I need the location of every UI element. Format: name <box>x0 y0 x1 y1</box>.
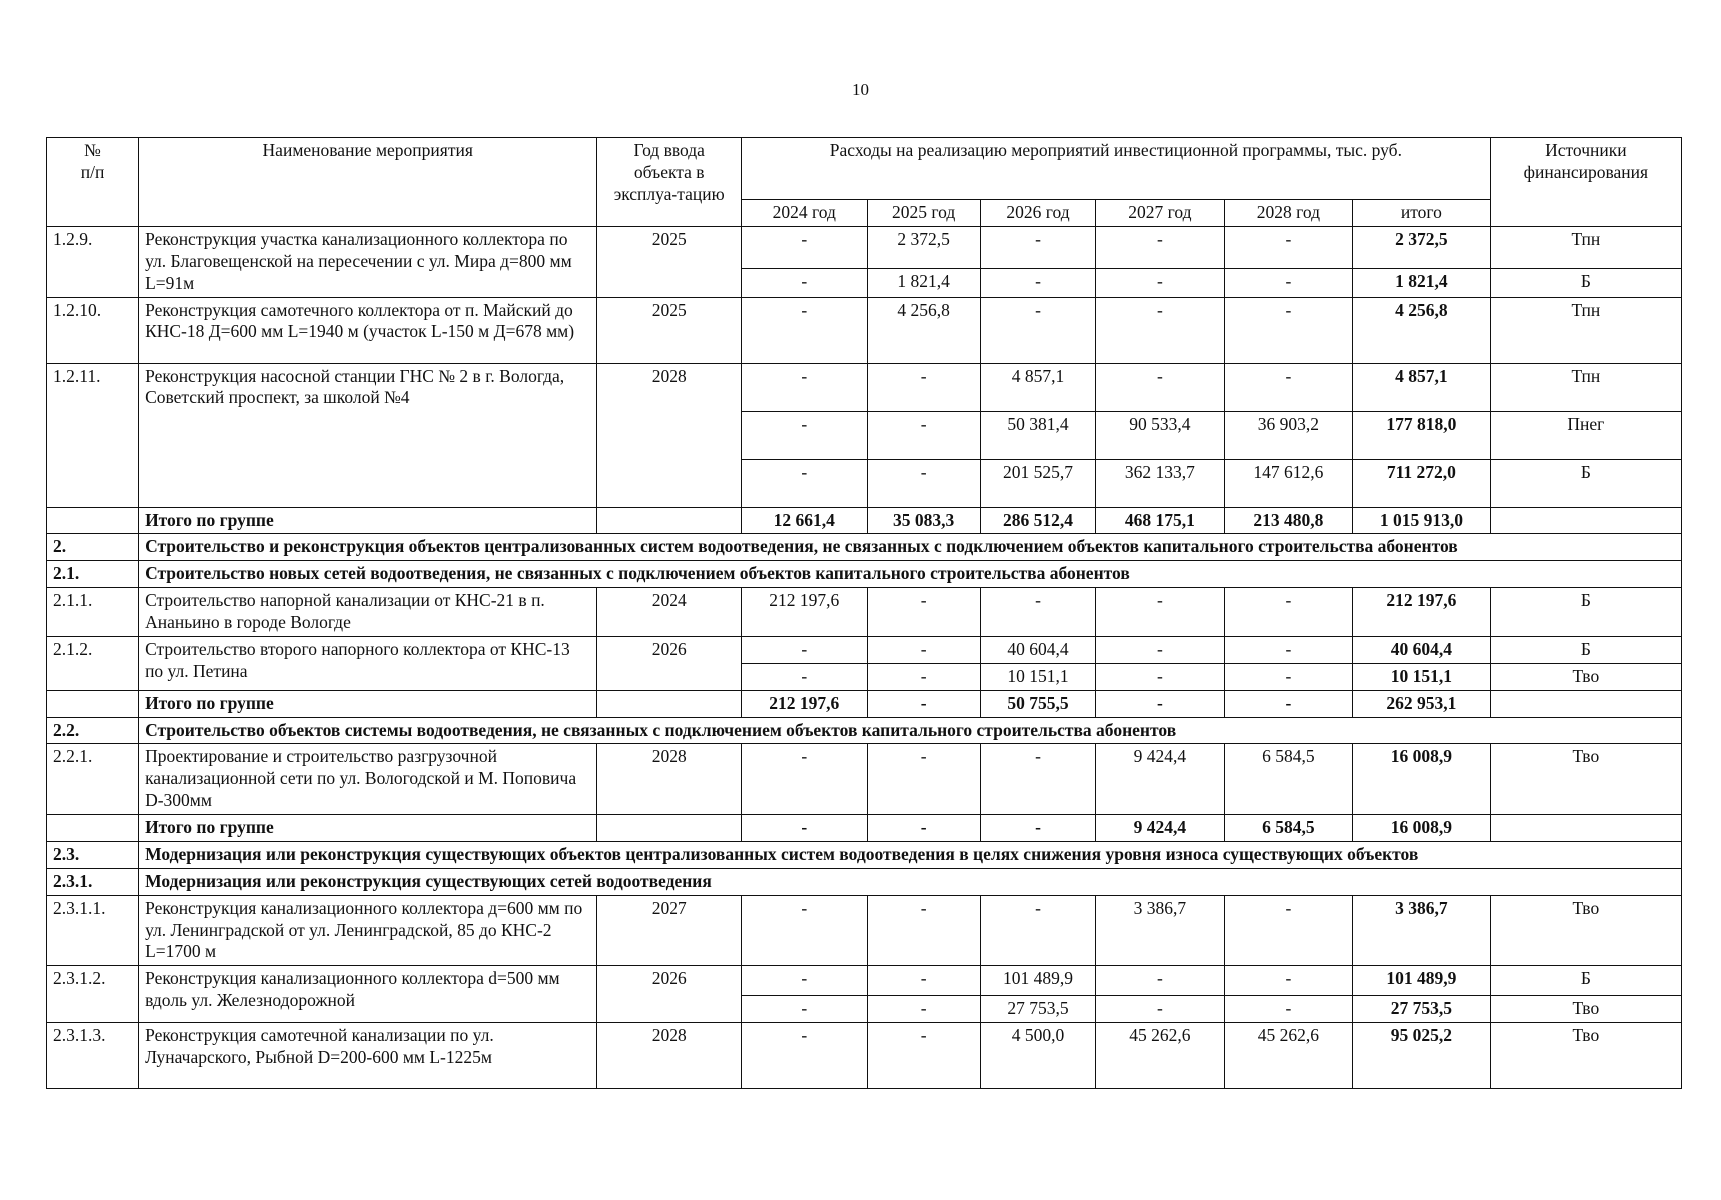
expense-value: - <box>1096 966 1224 996</box>
expense-total: 27 753,5 <box>1353 996 1491 1023</box>
group-total-label: Итого по группе <box>139 690 597 717</box>
section-number: 2.1. <box>47 561 139 588</box>
expense-total: 177 818,0 <box>1353 411 1491 459</box>
section-title: Модернизация или реконструкция существующих объектов централизованных систем водоотведения в целях снижения уровня износа существующих объектов <box>139 841 1682 868</box>
expense-value: 6 584,5 <box>1224 744 1352 815</box>
expense-value: - <box>1224 269 1352 297</box>
section-number: 2.2. <box>47 717 139 744</box>
expense-total: 10 151,1 <box>1353 663 1491 690</box>
funding-source: Тпн <box>1490 297 1681 363</box>
header-year-2024: 2024 год <box>742 200 867 227</box>
activity-name: Реконструкция канализационного коллектора d=500 мм вдоль ул. Железнодорожной <box>139 966 597 1023</box>
header-year-2025: 2025 год <box>867 200 980 227</box>
expense-value: - <box>742 744 867 815</box>
expense-value: - <box>1096 297 1224 363</box>
expense-value: - <box>742 411 867 459</box>
table-row <box>47 588 1682 637</box>
expense-value: 4 256,8 <box>867 297 980 363</box>
expense-value: - <box>742 459 867 507</box>
activity-name: Строительство второго напорного коллектора от КНС-13 по ул. Петина <box>139 636 597 690</box>
group-total-label: Итого по группе <box>139 815 597 842</box>
expense-value: - <box>742 895 867 966</box>
expense-total: 1 821,4 <box>1353 269 1491 297</box>
row-number: 1.2.11. <box>47 363 139 507</box>
commission-year: 2028 <box>597 744 742 815</box>
expense-value: - <box>867 459 980 507</box>
expense-value: 2 372,5 <box>867 226 980 268</box>
expense-value: - <box>867 895 980 966</box>
table-row <box>47 1023 1682 1089</box>
expense-value: 90 533,4 <box>1096 411 1224 459</box>
section-title: Модернизация или реконструкция существующих сетей водоотведения <box>139 868 1682 895</box>
funding-source: Тво <box>1490 895 1681 966</box>
commission-year: 2026 <box>597 966 742 1023</box>
expense-value: - <box>1096 363 1224 411</box>
expense-total: 2 372,5 <box>1353 226 1491 268</box>
expense-value: - <box>867 363 980 411</box>
header-sources: Источники финансирования <box>1490 138 1681 227</box>
activity-name: Строительство напорной канализации от КНС-21 в п. Ананьино в городе Вологде <box>139 588 597 637</box>
commission-year: 2027 <box>597 895 742 966</box>
expense-value: 4 500,0 <box>980 1023 1095 1089</box>
table-row <box>47 363 1682 411</box>
expense-value: 27 753,5 <box>980 996 1095 1023</box>
expense-total: 101 489,9 <box>1353 966 1491 996</box>
expense-value: - <box>1224 636 1352 663</box>
table-row <box>47 966 1682 996</box>
expense-value: - <box>742 269 867 297</box>
group-total-value: - <box>1224 690 1352 717</box>
activity-name: Реконструкция насосной станции ГНС № 2 в г. Вологда, Советский проспект, за школой №4 <box>139 363 597 507</box>
expense-value: - <box>1224 663 1352 690</box>
activity-name: Реконструкция участка канализационного коллектора по ул. Благовещенской на пересечении с ул. Мира д=800 мм L=91м <box>139 226 597 297</box>
section-title: Строительство и реконструкция объектов централизованных систем водоотведения, не связанных с подключением объектов капитального строительства абонентов <box>139 534 1682 561</box>
group-total-value: 286 512,4 <box>980 507 1095 534</box>
funding-source <box>1490 815 1681 842</box>
expense-value: 45 262,6 <box>1224 1023 1352 1089</box>
expense-value: - <box>1224 363 1352 411</box>
page-number: 10 <box>852 80 869 99</box>
row-number <box>47 815 139 842</box>
table-row <box>47 297 1682 363</box>
expense-value: - <box>980 297 1095 363</box>
section-row <box>47 841 1682 868</box>
group-total-value: 35 083,3 <box>867 507 980 534</box>
expense-value: 9 424,4 <box>1096 744 1224 815</box>
expense-value: - <box>1096 663 1224 690</box>
expense-value: - <box>1096 996 1224 1023</box>
header-expenses: Расходы на реализацию мероприятий инвестиционной программы, тыс. руб. <box>742 138 1491 200</box>
expense-value: - <box>742 226 867 268</box>
header-num: № п/п <box>47 138 139 227</box>
section-number: 2. <box>47 534 139 561</box>
row-number: 2.1.1. <box>47 588 139 637</box>
row-number: 2.3.1.2. <box>47 966 139 1023</box>
commission-year: 2026 <box>597 636 742 690</box>
expense-value: - <box>867 996 980 1023</box>
group-total-sum: 262 953,1 <box>1353 690 1491 717</box>
commission-year <box>597 507 742 534</box>
group-total-value: 468 175,1 <box>1096 507 1224 534</box>
group-total-row <box>47 507 1682 534</box>
commission-year: 2025 <box>597 297 742 363</box>
expense-value: - <box>742 966 867 996</box>
expense-total: 16 008,9 <box>1353 744 1491 815</box>
group-total-value: 212 197,6 <box>742 690 867 717</box>
expense-value: 201 525,7 <box>980 459 1095 507</box>
row-number <box>47 507 139 534</box>
expense-total: 4 857,1 <box>1353 363 1491 411</box>
group-total-value: - <box>867 815 980 842</box>
expense-value: - <box>867 411 980 459</box>
header-year-2028: 2028 год <box>1224 200 1352 227</box>
row-number: 2.1.2. <box>47 636 139 690</box>
funding-source <box>1490 690 1681 717</box>
group-total-row <box>47 690 1682 717</box>
expense-value: - <box>980 269 1095 297</box>
funding-source: Тво <box>1490 996 1681 1023</box>
activity-name: Проектирование и строительство разгрузочной канализационной сети по ул. Вологодской и М. Поповича D-300мм <box>139 744 597 815</box>
expense-value: - <box>742 363 867 411</box>
funding-source: Тво <box>1490 663 1681 690</box>
expense-value: - <box>1096 588 1224 637</box>
expense-value: - <box>1096 226 1224 268</box>
group-total-value: 12 661,4 <box>742 507 867 534</box>
expense-value: - <box>1224 588 1352 637</box>
expense-value: 40 604,4 <box>980 636 1095 663</box>
expense-value: - <box>867 588 980 637</box>
table-row <box>47 744 1682 815</box>
group-total-value: 213 480,8 <box>1224 507 1352 534</box>
row-number: 2.3.1.3. <box>47 1023 139 1089</box>
group-total-value: 9 424,4 <box>1096 815 1224 842</box>
expense-value: - <box>980 744 1095 815</box>
row-number: 1.2.9. <box>47 226 139 297</box>
expense-value: - <box>980 226 1095 268</box>
funding-source: Б <box>1490 588 1681 637</box>
expense-total: 95 025,2 <box>1353 1023 1491 1089</box>
row-number <box>47 690 139 717</box>
table-row <box>47 226 1682 268</box>
expense-value: 3 386,7 <box>1096 895 1224 966</box>
expense-value: - <box>867 744 980 815</box>
commission-year <box>597 690 742 717</box>
expense-value: 36 903,2 <box>1224 411 1352 459</box>
expense-value: - <box>867 1023 980 1089</box>
expense-value: 101 489,9 <box>980 966 1095 996</box>
group-total-sum: 16 008,9 <box>1353 815 1491 842</box>
funding-source: Тпн <box>1490 363 1681 411</box>
row-number: 1.2.10. <box>47 297 139 363</box>
funding-source: Тво <box>1490 744 1681 815</box>
expense-value: - <box>1224 966 1352 996</box>
investment-program-table <box>46 137 1682 1089</box>
expense-value: - <box>1096 269 1224 297</box>
funding-source: Б <box>1490 966 1681 996</box>
commission-year: 2028 <box>597 363 742 507</box>
expense-value: - <box>867 636 980 663</box>
header-row <box>47 138 1682 200</box>
expense-value: - <box>742 297 867 363</box>
section-row <box>47 534 1682 561</box>
activity-name: Реконструкция канализационного коллектора д=600 мм по ул. Ленинградской от ул. Ленинградской, 85 до КНС-2 L=1700 м <box>139 895 597 966</box>
funding-source: Тво <box>1490 1023 1681 1089</box>
group-total-sum: 1 015 913,0 <box>1353 507 1491 534</box>
group-total-label: Итого по группе <box>139 507 597 534</box>
expense-value: - <box>1224 226 1352 268</box>
expense-total: 711 272,0 <box>1353 459 1491 507</box>
group-total-value: - <box>867 690 980 717</box>
section-title: Строительство новых сетей водоотведения, не связанных с подключением объектов капитального строительства абонентов <box>139 561 1682 588</box>
activity-name: Реконструкция самотечного коллектора от п. Майский до КНС-18 Д=600 мм L=1940 м (участок L-150 м Д=678 мм) <box>139 297 597 363</box>
expense-value: - <box>1224 297 1352 363</box>
table-body <box>47 226 1682 1088</box>
group-total-value: 50 755,5 <box>980 690 1095 717</box>
header-name: Наименование мероприятия <box>139 138 597 227</box>
expense-value: - <box>742 996 867 1023</box>
table-row <box>47 636 1682 663</box>
header-year-2026: 2026 год <box>980 200 1095 227</box>
commission-year: 2028 <box>597 1023 742 1089</box>
section-number: 2.3.1. <box>47 868 139 895</box>
funding-source: Пнег <box>1490 411 1681 459</box>
commission-year <box>597 815 742 842</box>
header-total: итого <box>1353 200 1491 227</box>
commission-year: 2024 <box>597 588 742 637</box>
expense-value: - <box>742 636 867 663</box>
expense-value: - <box>1224 895 1352 966</box>
expense-total: 212 197,6 <box>1353 588 1491 637</box>
expense-total: 40 604,4 <box>1353 636 1491 663</box>
group-total-row <box>47 815 1682 842</box>
expense-value: - <box>867 663 980 690</box>
section-title: Строительство объектов системы водоотведения, не связанных с подключением объектов капитального строительства абонентов <box>139 717 1682 744</box>
expense-value: - <box>980 588 1095 637</box>
header-year: Год ввода объекта в эксплуа-тацию <box>597 138 742 227</box>
activity-name: Реконструкция самотечной канализации по ул. Луначарского, Рыбной D=200-600 мм L-1225м <box>139 1023 597 1089</box>
table-row <box>47 895 1682 966</box>
expense-value: 212 197,6 <box>742 588 867 637</box>
funding-source: Б <box>1490 636 1681 663</box>
section-row <box>47 561 1682 588</box>
group-total-value: - <box>742 815 867 842</box>
expense-value: - <box>742 1023 867 1089</box>
expense-value: 147 612,6 <box>1224 459 1352 507</box>
header-year-2027: 2027 год <box>1096 200 1224 227</box>
section-number: 2.3. <box>47 841 139 868</box>
expense-value: - <box>867 966 980 996</box>
expense-total: 3 386,7 <box>1353 895 1491 966</box>
expense-value: - <box>1224 996 1352 1023</box>
expense-total: 4 256,8 <box>1353 297 1491 363</box>
expense-value: 4 857,1 <box>980 363 1095 411</box>
group-total-value: - <box>980 815 1095 842</box>
row-number: 2.3.1.1. <box>47 895 139 966</box>
expense-value: 10 151,1 <box>980 663 1095 690</box>
group-total-value: - <box>1096 690 1224 717</box>
commission-year: 2025 <box>597 226 742 297</box>
funding-source: Б <box>1490 269 1681 297</box>
expense-value: 1 821,4 <box>867 269 980 297</box>
group-total-value: 6 584,5 <box>1224 815 1352 842</box>
section-row <box>47 717 1682 744</box>
funding-source <box>1490 507 1681 534</box>
expense-value: - <box>980 895 1095 966</box>
funding-source: Тпн <box>1490 226 1681 268</box>
section-row <box>47 868 1682 895</box>
expense-value: 45 262,6 <box>1096 1023 1224 1089</box>
expense-value: 362 133,7 <box>1096 459 1224 507</box>
expense-value: 50 381,4 <box>980 411 1095 459</box>
expense-value: - <box>742 663 867 690</box>
funding-source: Б <box>1490 459 1681 507</box>
expense-value: - <box>1096 636 1224 663</box>
row-number: 2.2.1. <box>47 744 139 815</box>
